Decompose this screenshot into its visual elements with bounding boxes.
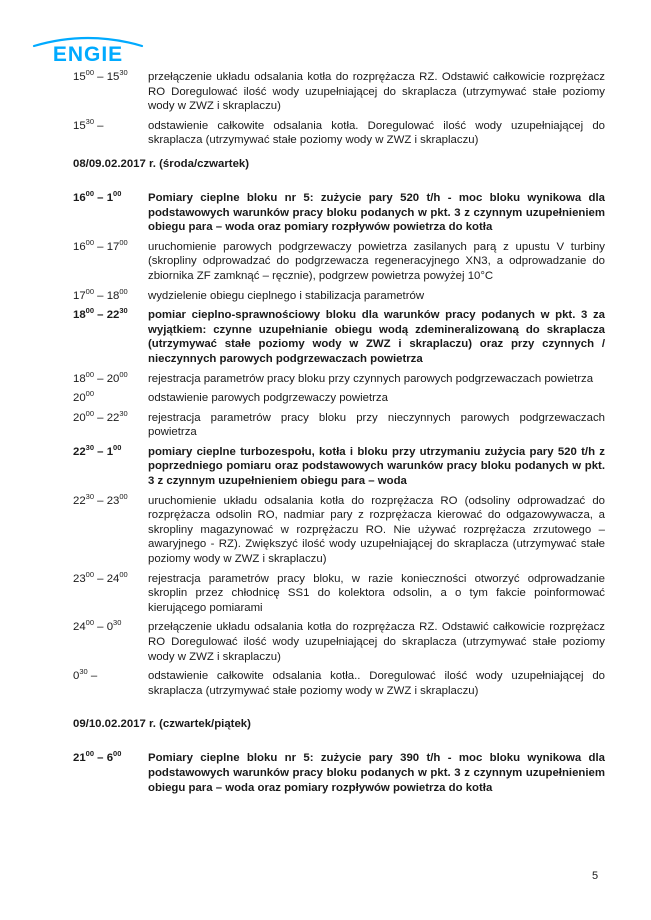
schedule-row	[73, 188, 605, 235]
time-end-minutes: 00	[113, 749, 122, 759]
svg-text:ENGIE: ENGIE	[52, 43, 124, 64]
schedule-block-3	[73, 751, 605, 795]
time-start-minutes: 00	[85, 237, 95, 247]
schedule-row	[73, 751, 605, 795]
time-start-hour: 18	[73, 372, 86, 385]
time-start-minutes: 00	[85, 286, 95, 296]
row-description: wydzielenie obiegu cieplnego i stabilizacja parametrów	[148, 289, 425, 302]
time-end-hour: 22	[106, 309, 120, 322]
time-end-hour: 17	[106, 240, 120, 253]
time-start-hour: 16	[73, 240, 86, 253]
time-end-hour: 20	[106, 372, 120, 385]
time-start-hour: 22	[73, 494, 86, 507]
time-end-hour: 0	[106, 621, 114, 634]
row-description: pomiary cieplne turbozespołu, kotła i bloku przy utrzymaniu zużycia pary 520 t/h z poprzedniego pomiaru oraz podstawowych warunków pracy bloku podanych w pkt. 3 z czynnym uzupełnieniem obiegu para – woda	[148, 445, 605, 488]
time-end-minutes: 00	[119, 286, 128, 296]
time-start-hour: 0	[73, 670, 80, 683]
time-start-hour: 22	[73, 445, 86, 458]
row-description: przełączenie układu odsalania kotła do rozprężacza RZ. Odstawić całkowicie rozprężacz RO Doregulować ilość wody uzupełniającej do skraplacza (utrzymywać stałe poziomy wody w ZWZ i skraplaczu)	[148, 71, 605, 113]
time-range	[73, 70, 148, 114]
schedule-row	[73, 442, 605, 489]
row-description: Pomiary cieplne bloku nr 5: zużycie pary 390 t/h - moc bloku wynikowa dla podstawowych warunków pracy bloku podanych w pkt. 3 z czynnym uzupełnieniem obiegu para – woda oraz pomiary rozpływów powietrza do kotła	[148, 752, 605, 794]
row-description: odstawienie parowych podgrzewaczy powietrza	[148, 392, 388, 405]
time-separator: –	[94, 372, 107, 385]
time-start-minutes: 00	[85, 408, 95, 418]
time-end-hour: 23	[106, 494, 120, 507]
time-separator: –	[94, 621, 107, 634]
time-end-minutes: 30	[113, 618, 122, 628]
engie-logo	[28, 34, 148, 64]
time-range	[73, 751, 148, 795]
time-separator: –	[94, 494, 107, 507]
time-start-hour: 24	[73, 621, 86, 634]
schedule-block-2	[73, 188, 605, 698]
time-end-hour: 6	[106, 752, 114, 765]
time-range	[73, 408, 148, 440]
row-description: odstawienie całkowite odsalania kotła. Doregulować ilość wody uzupełniającej do skraplacza (utrzymywać stałe poziomy wody w ZWZ i skraplaczu)	[148, 119, 605, 147]
time-start-hour: 15	[73, 119, 86, 132]
row-description: uruchomienie parowych podgrzewaczy powietrza zasilanych parą z upustu V turbiny (skropliny odprowadzać do podgrzewacza regeneracyjnego XN3, a odprowadzanie do zbiornika ZF zamknąć – ręcznie), podgrzew powietrza powyżej 10°C	[148, 240, 605, 282]
row-description: przełączenie układu odsalania kotła do rozprężacza RZ. Odstawić całkowicie rozprężacz RO Doregulować ilość wody uzupełniającej do skraplacza (utrzymywać stałe poziomy wody w ZWZ i skraplaczu)	[148, 621, 605, 663]
time-separator: –	[94, 411, 107, 424]
row-description: odstawienie całkowite odsalania kotła.. Doregulować ilość wody uzupełniającej do skraplacza (utrzymywać stałe poziomy wody w ZWZ i skraplaczu)	[148, 670, 605, 697]
time-range	[73, 491, 148, 567]
time-start-minutes: 00	[85, 569, 95, 579]
row-description: Pomiary cieplne bloku nr 5: zużycie pary 520 t/h - moc bloku wynikowa dla podstawowych warunków pracy bloku podanych w pkt. 3 z czynnym uzupełnieniem obiegu para – woda oraz pomiary rozpływów powietrza do kotła	[148, 191, 605, 234]
time-end-hour: 15	[106, 71, 120, 83]
time-start-hour: 17	[73, 289, 86, 302]
schedule-row	[73, 620, 605, 664]
row-description: rejestracja parametrów pracy bloku, w razie konieczności otworzyć odprowadzanie skroplin przez chłodnicę SS1 do kolektora odsolin, a o tym fakcie poinformować kierującego pomiarami	[148, 572, 605, 614]
schedule-row	[73, 70, 605, 114]
time-start-hour: 15	[73, 71, 86, 83]
time-start-minutes: 30	[85, 491, 95, 501]
time-end-hour: 1	[106, 191, 114, 204]
date-heading-1: 08/09.02.2017 r. (środa/czwartek)	[73, 157, 250, 170]
time-range	[73, 188, 148, 235]
time-end-minutes: 00	[113, 188, 122, 198]
time-start-hour: 20	[73, 411, 86, 424]
time-start-minutes: 30	[85, 116, 95, 126]
time-separator: –	[87, 670, 98, 683]
page-number: 5	[592, 870, 599, 882]
time-start-minutes: 30	[85, 442, 95, 452]
time-separator: –	[94, 240, 107, 253]
time-separator: –	[94, 572, 107, 585]
schedule-row	[73, 491, 605, 567]
time-start-hour: 23	[73, 572, 86, 585]
time-range	[73, 442, 148, 489]
schedule-row	[73, 669, 605, 698]
time-separator: –	[94, 752, 107, 765]
time-start-minutes: 00	[85, 618, 95, 628]
time-range	[73, 308, 148, 366]
time-separator: –	[94, 445, 107, 458]
time-start-hour: 18	[73, 309, 86, 322]
schedule-row	[73, 391, 605, 406]
time-end-minutes: 00	[119, 491, 128, 501]
time-end-minutes: 00	[119, 569, 128, 579]
time-end-hour: 18	[106, 289, 120, 302]
time-range	[73, 391, 148, 406]
schedule-row	[73, 308, 605, 366]
schedule-row	[73, 237, 605, 284]
time-range	[73, 669, 148, 698]
time-end-hour: 1	[106, 445, 114, 458]
time-separator: –	[94, 309, 107, 322]
time-end-minutes: 30	[119, 306, 128, 316]
time-end-minutes: 00	[119, 369, 128, 379]
time-end-minutes: 00	[113, 442, 122, 452]
time-separator: –	[94, 289, 107, 302]
time-end-hour: 24	[106, 572, 120, 585]
time-start-hour: 21	[73, 752, 86, 765]
time-start-minutes: 00	[85, 389, 95, 399]
time-start-minutes: 00	[85, 749, 95, 759]
schedule-row	[73, 569, 605, 616]
time-range	[73, 369, 148, 387]
schedule-row	[73, 369, 605, 387]
document-body	[73, 70, 605, 800]
time-separator: –	[94, 119, 104, 132]
time-range	[73, 569, 148, 616]
time-end-minutes: 30	[119, 68, 128, 77]
row-description: uruchomienie układu odsalania kotła do rozprężacza RO (odsoliny odprowadzać do rozprężacza odsolin RO, nadmiar pary z rozprężacza kierować do odgazowywacza, a skropliny magazynować w rozprężaczu RO. Nie używać rozprężacza zrzutowego – awaryjnego - RZ). Zwiększyć ilość wody uzupełniającej do skraplacza (utrzymywać stałe poziomy wody w ZWZ i skraplaczu)	[148, 494, 605, 566]
time-range	[73, 237, 148, 284]
row-description: pomiar cieplno-sprawnościowy bloku dla warunków pracy podanych w pkt. 3 za wyjątkiem: czynne uzupełnianie obiegu wodą zdemineralizowaną do skraplacza (utrzymywać stałe poziomy wody w ZWZ i skraplaczu) oraz przy czynnych / nieczynnych parowych podgrzewaczach powietrza	[148, 309, 605, 365]
time-separator: –	[94, 71, 107, 83]
schedule-row	[73, 286, 605, 304]
time-start-minutes: 00	[85, 68, 95, 77]
time-start-hour: 20	[73, 392, 86, 405]
row-description: rejestracja parametrów pracy bloku przy czynnych parowych podgrzewaczach powietrza	[148, 372, 594, 385]
date-heading-2: 09/10.02.2017 r. (czwartek/piątek)	[73, 718, 251, 731]
time-start-minutes: 00	[85, 188, 95, 198]
time-start-minutes: 30	[79, 667, 88, 677]
time-end-minutes: 00	[119, 237, 128, 247]
time-start-hour: 16	[73, 191, 86, 204]
time-separator: –	[94, 191, 107, 204]
time-range	[73, 620, 148, 664]
time-start-minutes: 00	[85, 369, 95, 379]
time-range	[73, 116, 148, 148]
schedule-block-1	[73, 70, 605, 148]
schedule-row	[73, 116, 605, 148]
schedule-row	[73, 408, 605, 440]
time-end-hour: 22	[106, 411, 120, 424]
row-description: rejestracja parametrów pracy bloku przy nieczynnych parowych podgrzewaczach powietrza	[148, 411, 605, 439]
time-range	[73, 286, 148, 304]
time-end-minutes: 30	[119, 408, 128, 418]
time-start-minutes: 00	[85, 306, 95, 316]
